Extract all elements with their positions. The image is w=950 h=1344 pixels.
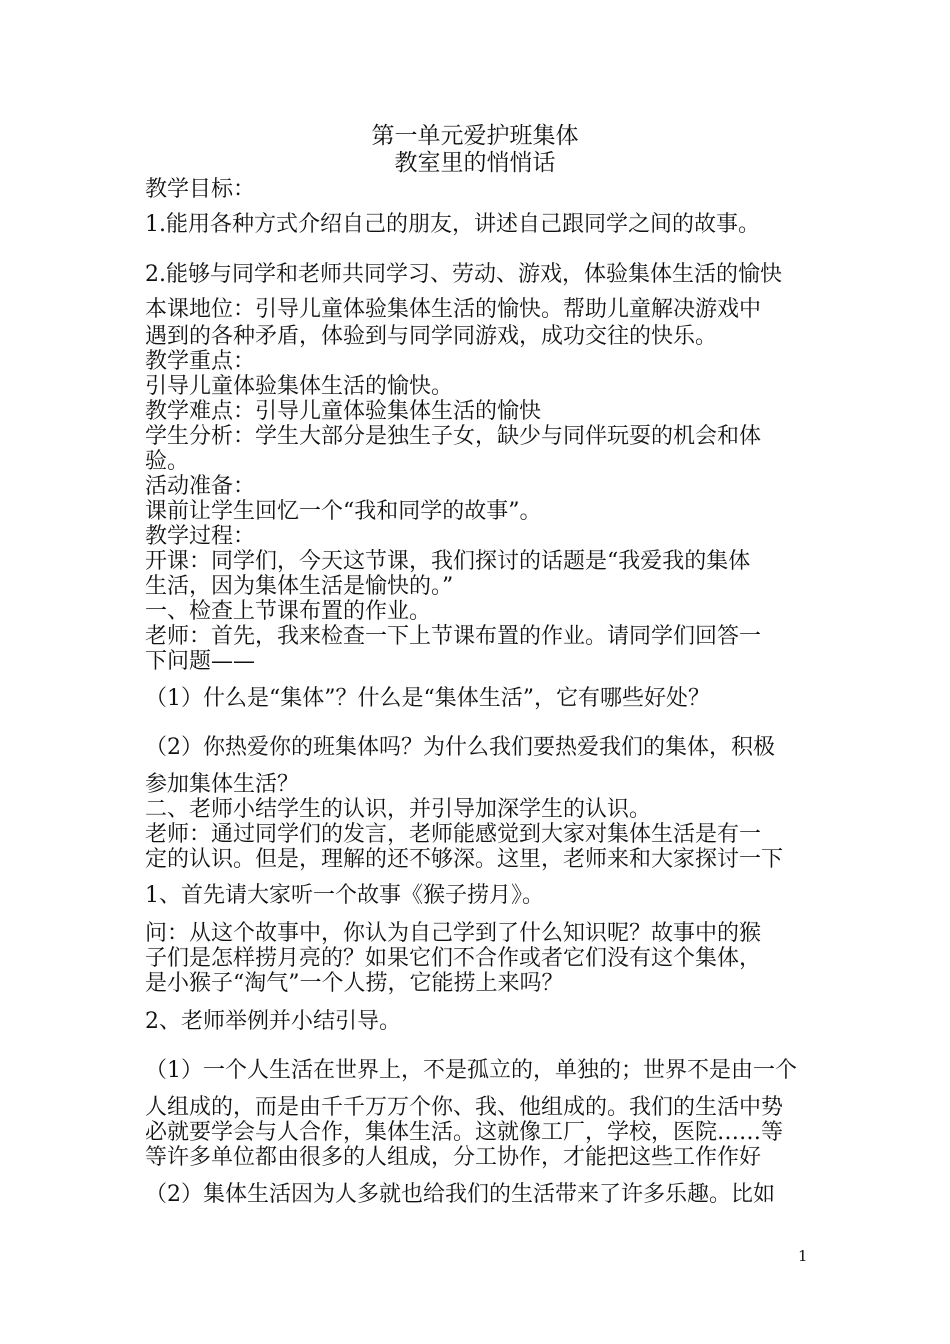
- text-line: 遇到的各种矛盾，体验到与同学同游戏，成功交往的快乐。: [145, 324, 718, 349]
- text-line: 教学难点：引导儿童体验集体生活的愉快: [145, 399, 542, 424]
- text-line: 定的认识。但是，理解的还不够深。这里，老师来和大家探讨一下: [145, 847, 784, 872]
- text-line: 2、老师举例并小结引导。: [145, 1009, 401, 1034]
- document-title: 第一单元爱护班集体: [371, 123, 579, 149]
- text-line: 本课地位：引导儿童体验集体生活的愉快。帮助儿童解决游戏中: [145, 297, 762, 322]
- text-line: 问：从这个故事中，你认为自己学到了什么知识呢？故事中的猴: [145, 921, 762, 946]
- text-line: 教学目标：: [145, 177, 256, 202]
- text-line: 人组成的，而是由千千万万个你、我、他组成的。我们的生活中势: [145, 1095, 784, 1120]
- text-line: （2）集体生活因为人多就也给我们的生活带来了许多乐趣。比如: [145, 1182, 775, 1207]
- text-line: 课前让学生回忆一个“我和同学的故事”。: [145, 499, 542, 524]
- text-line: 引导儿童体验集体生活的愉快。: [145, 374, 454, 399]
- text-line: 教学过程：: [145, 524, 256, 549]
- text-line: 开课：同学们，今天这节课，我们探讨的话题是“我爱我的集体: [145, 549, 751, 574]
- text-line: （1）什么是“集体”？什么是“集体生活”，它有哪些好处？: [145, 686, 710, 711]
- text-line: 学生分析：学生大部分是独生子女，缺少与同伴玩耍的机会和体: [145, 424, 762, 449]
- text-line: 老师：首先，我来检查一下上节课布置的作业。请同学们回答一: [145, 624, 762, 649]
- text-line: 2.能够与同学和老师共同学习、劳动、游戏，体验集体生活的愉快: [145, 262, 782, 287]
- text-line: 二、老师小结学生的认识，并引导加深学生的认识。: [145, 797, 652, 822]
- text-line: 是小猴子“淘气”一个人捞，它能捞上来吗？: [145, 971, 564, 996]
- text-line: 1、首先请大家听一个故事《猴子捞月》。: [145, 883, 544, 908]
- document-subtitle: 教室里的悄悄话: [394, 150, 556, 176]
- text-line: 必就要学会与人合作，集体生活。这就像工厂，学校，医院……等: [145, 1120, 784, 1145]
- text-line: 子们是怎样捞月亮的？如果它们不合作或者它们没有这个集体，: [145, 946, 762, 971]
- page-number: 1: [798, 1247, 808, 1265]
- text-line: 生活，因为集体生活是愉快的。”: [145, 574, 454, 599]
- text-line: （2）你热爱你的班集体吗？为什么我们要热爱我们的集体，积极: [145, 735, 775, 760]
- text-line: （1）一个人生活在世界上，不是孤立的，单独的；世界不是由一个: [145, 1058, 797, 1083]
- text-line: 参加集体生活？: [145, 772, 300, 797]
- text-line: 老师：通过同学们的发言，老师能感觉到大家对集体生活是有一: [145, 822, 762, 847]
- text-line: 等许多单位都由很多的人组成，分工协作，才能把这些工作作好: [145, 1145, 762, 1170]
- text-line: 下问题——: [145, 649, 256, 674]
- text-line: 1.能用各种方式介绍自己的朋友，讲述自己跟同学之间的故事。: [145, 212, 760, 237]
- text-line: 一、检查上节课布置的作业。: [145, 599, 432, 624]
- text-line: 活动准备：: [145, 474, 256, 499]
- text-line: 验。: [145, 449, 190, 474]
- text-line: 教学重点：: [145, 349, 256, 374]
